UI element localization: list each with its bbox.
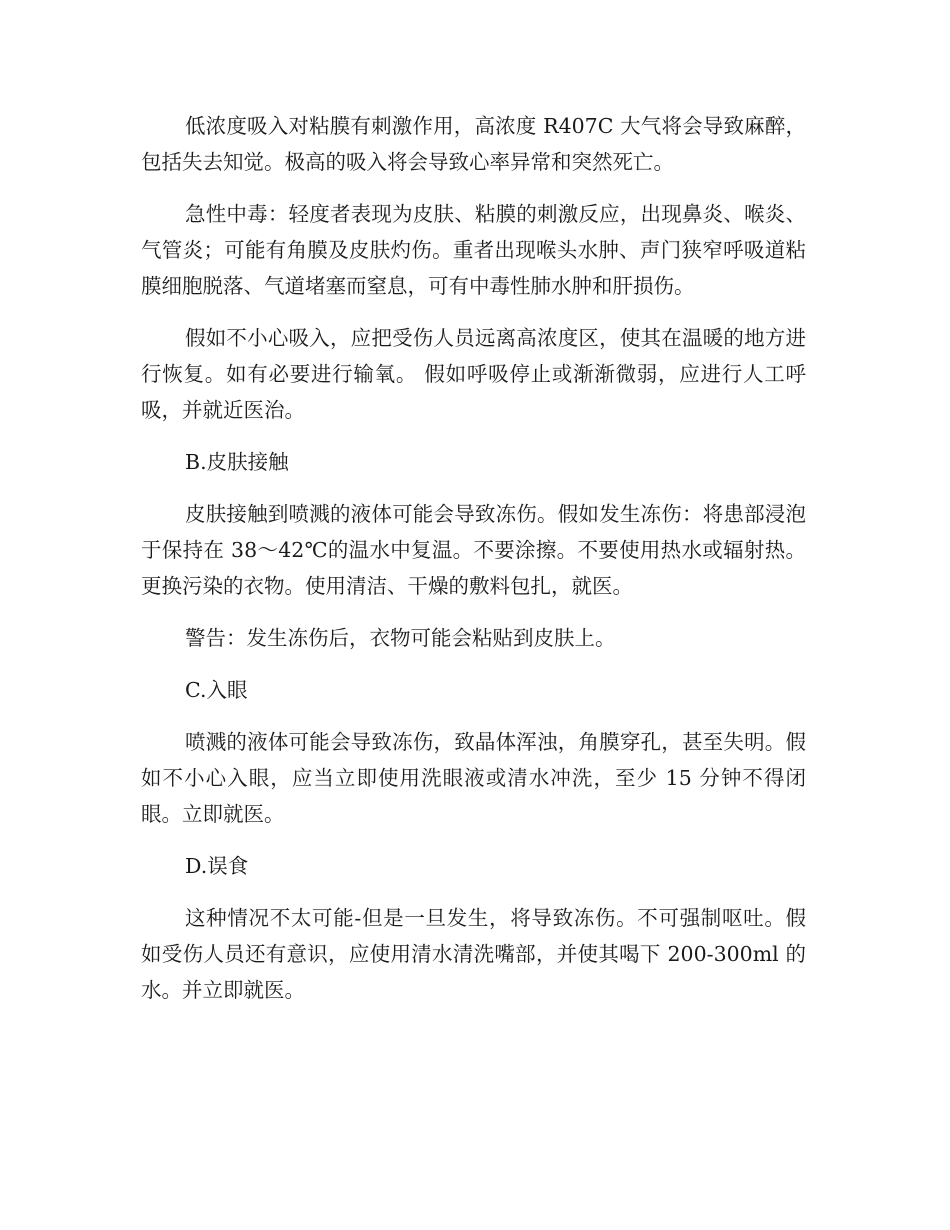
section-heading-skin-contact: B.皮肤接触	[185, 450, 289, 474]
paragraph-inhalation-effects: 低浓度吸入对粘膜有刺激作用，高浓度 R407C 大气将会导致麻醉，包括失去知觉。极高的吸入将会导致心率异常和突然死亡。	[141, 114, 806, 174]
paragraph-eye-contact: 喷溅的液体可能会导致冻伤，致晶体浑浊，角膜穿孔，甚至失明。假如不小心入眼，应当立即使用洗眼液或清水冲洗，至少 15 分钟不得闭眼。立即就医。	[141, 730, 806, 826]
section-heading-ingestion: D.误食	[185, 854, 249, 878]
section-heading-eye-contact: C.入眼	[185, 678, 248, 702]
paragraph-warning: 警告：发生冻伤后，衣物可能会粘贴到皮肤上。	[185, 626, 616, 650]
paragraph-ingestion: 这种情况不太可能-但是一旦发生，将导致冻伤。不可强制呕吐。假如受伤人员还有意识，应使用清水清洗嘴部，并使其喝下 200-300ml 的水。并立即就医。	[141, 906, 806, 1002]
paragraph-inhalation-first-aid: 假如不小心吸入，应把受伤人员远离高浓度区，使其在温暖的地方进行恢复。如有必要进行输氧。 假如呼吸停止或渐渐微弱，应进行人工呼吸，并就近医治。	[141, 326, 806, 422]
paragraph-acute-poisoning: 急性中毒：轻度者表现为皮肤、粘膜的刺激反应，出现鼻炎、喉炎、气管炎；可能有角膜及皮肤灼伤。重者出现喉头水肿、声门狭窄呼吸道粘膜细胞脱落、气道堵塞而窒息，可有中毒性肺水肿和肝损伤。	[141, 202, 806, 298]
document-body	[141, 108, 806, 1024]
paragraph-skin-contact: 皮肤接触到喷溅的液体可能会导致冻伤。假如发生冻伤：将患部浸泡于保持在 38～42℃的温水中复温。不要涂擦。不要使用热水或辐射热。更换污染的衣物。使用清洁、干燥的敷料包扎，就医。	[141, 502, 806, 598]
